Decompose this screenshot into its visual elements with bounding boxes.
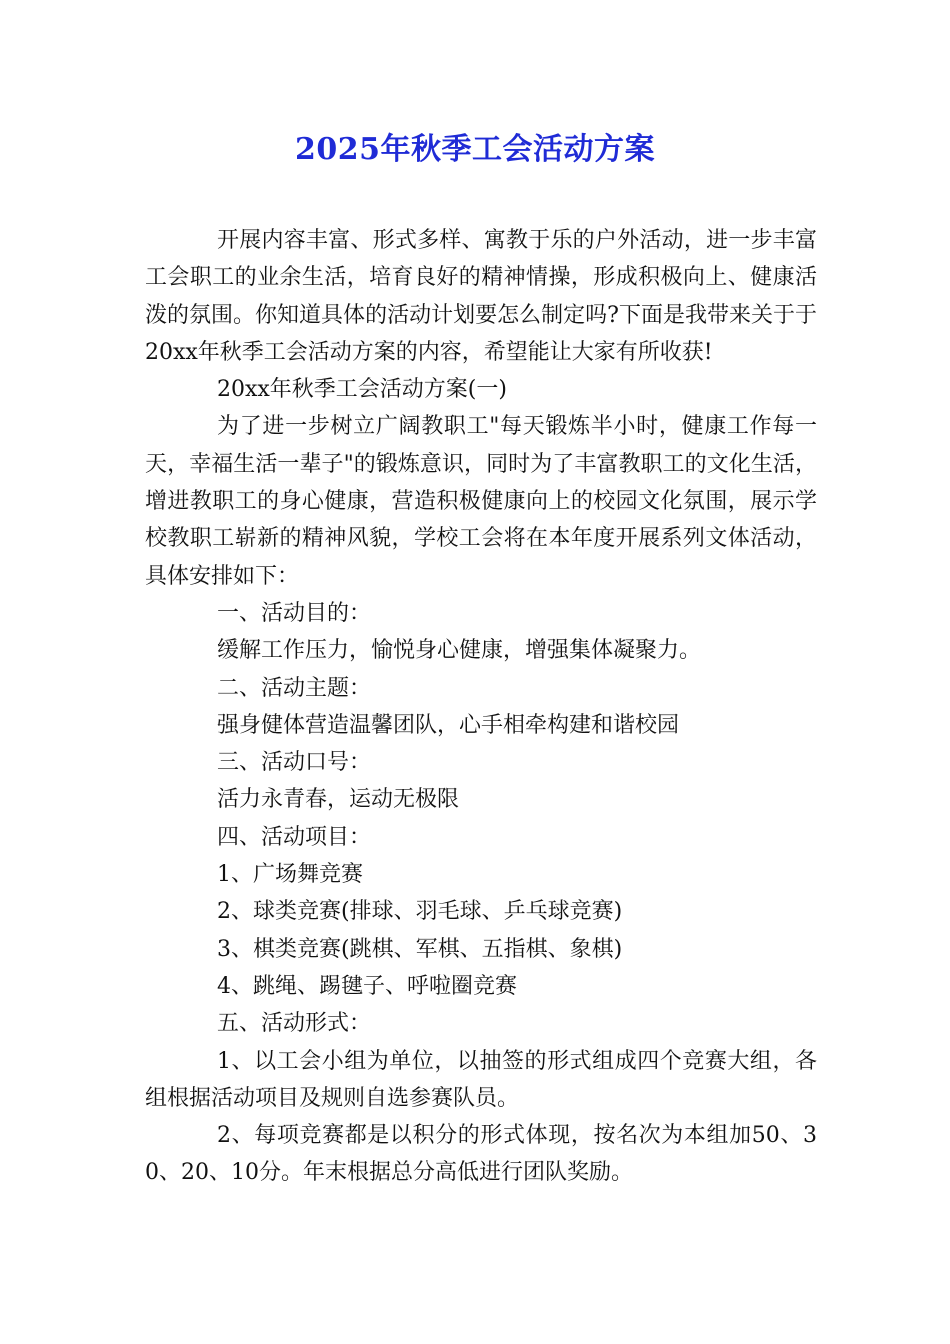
section-heading-format: 五、活动形式： xyxy=(217,1011,372,1037)
format-item-1: 1、以工会小组为单位，以抽签的形式组成四个竞赛大组，各组根据活动项目及规则自选参赛队员。 xyxy=(145,1048,817,1111)
document-title: 2025年秋季工会活动方案 xyxy=(295,132,655,167)
event-item-2: 2、球类竞赛(排球、羽毛球、乒乓球竞赛) xyxy=(217,899,623,925)
event-item-3: 3、棋类竞赛(跳棋、军棋、五指棋、象棋) xyxy=(217,936,623,962)
paragraph-background: 为了进一步树立广阔教职工"每天锻炼半小时，健康工作每一天，幸福生活一辈子"的锻炼意识，同时为了丰富教职工的文化生活，增进教职工的身心健康，营造积极健康向上的校园文化氛围，展示学校教职工崭新的精神风貌，学校工会将在本年度开展系列文体活动，具体安排如下： xyxy=(145,414,817,589)
section-heading-plan-one: 20xx年秋季工会活动方案(一) xyxy=(217,377,507,403)
theme-text: 强身健体营造温馨团队，心手相牵构建和谐校园 xyxy=(217,712,680,738)
section-heading-slogan: 三、活动口号： xyxy=(217,750,372,776)
purpose-text: 缓解工作压力，愉悦身心健康，增强集体凝聚力。 xyxy=(217,638,702,664)
slogan-text: 活力永青春，运动无极限 xyxy=(217,787,460,813)
format-item-2: 2、每项竞赛都是以积分的形式体现，按名次为本组加50、30、20、10分。年末根据总分高低进行团队奖励。 xyxy=(145,1123,817,1186)
section-heading-purpose: 一、活动目的： xyxy=(217,600,372,626)
document-body xyxy=(145,222,817,1192)
section-heading-events: 四、活动项目： xyxy=(217,824,372,850)
paragraph-intro: 开展内容丰富、形式多样、寓教于乐的户外活动，进一步丰富工会职工的业余生活，培育良好的精神情操，形成积极向上、健康活泼的氛围。你知道具体的活动计划要怎么制定吗?下面是我带来关于于20xx年秋季工会活动方案的内容，希望能让大家有所收获! xyxy=(145,228,817,365)
event-item-4: 4、跳绳、踢毽子、呼啦圈竞赛 xyxy=(217,973,517,999)
event-item-1: 1、广场舞竞赛 xyxy=(217,862,363,888)
section-heading-theme: 二、活动主题： xyxy=(217,675,372,701)
